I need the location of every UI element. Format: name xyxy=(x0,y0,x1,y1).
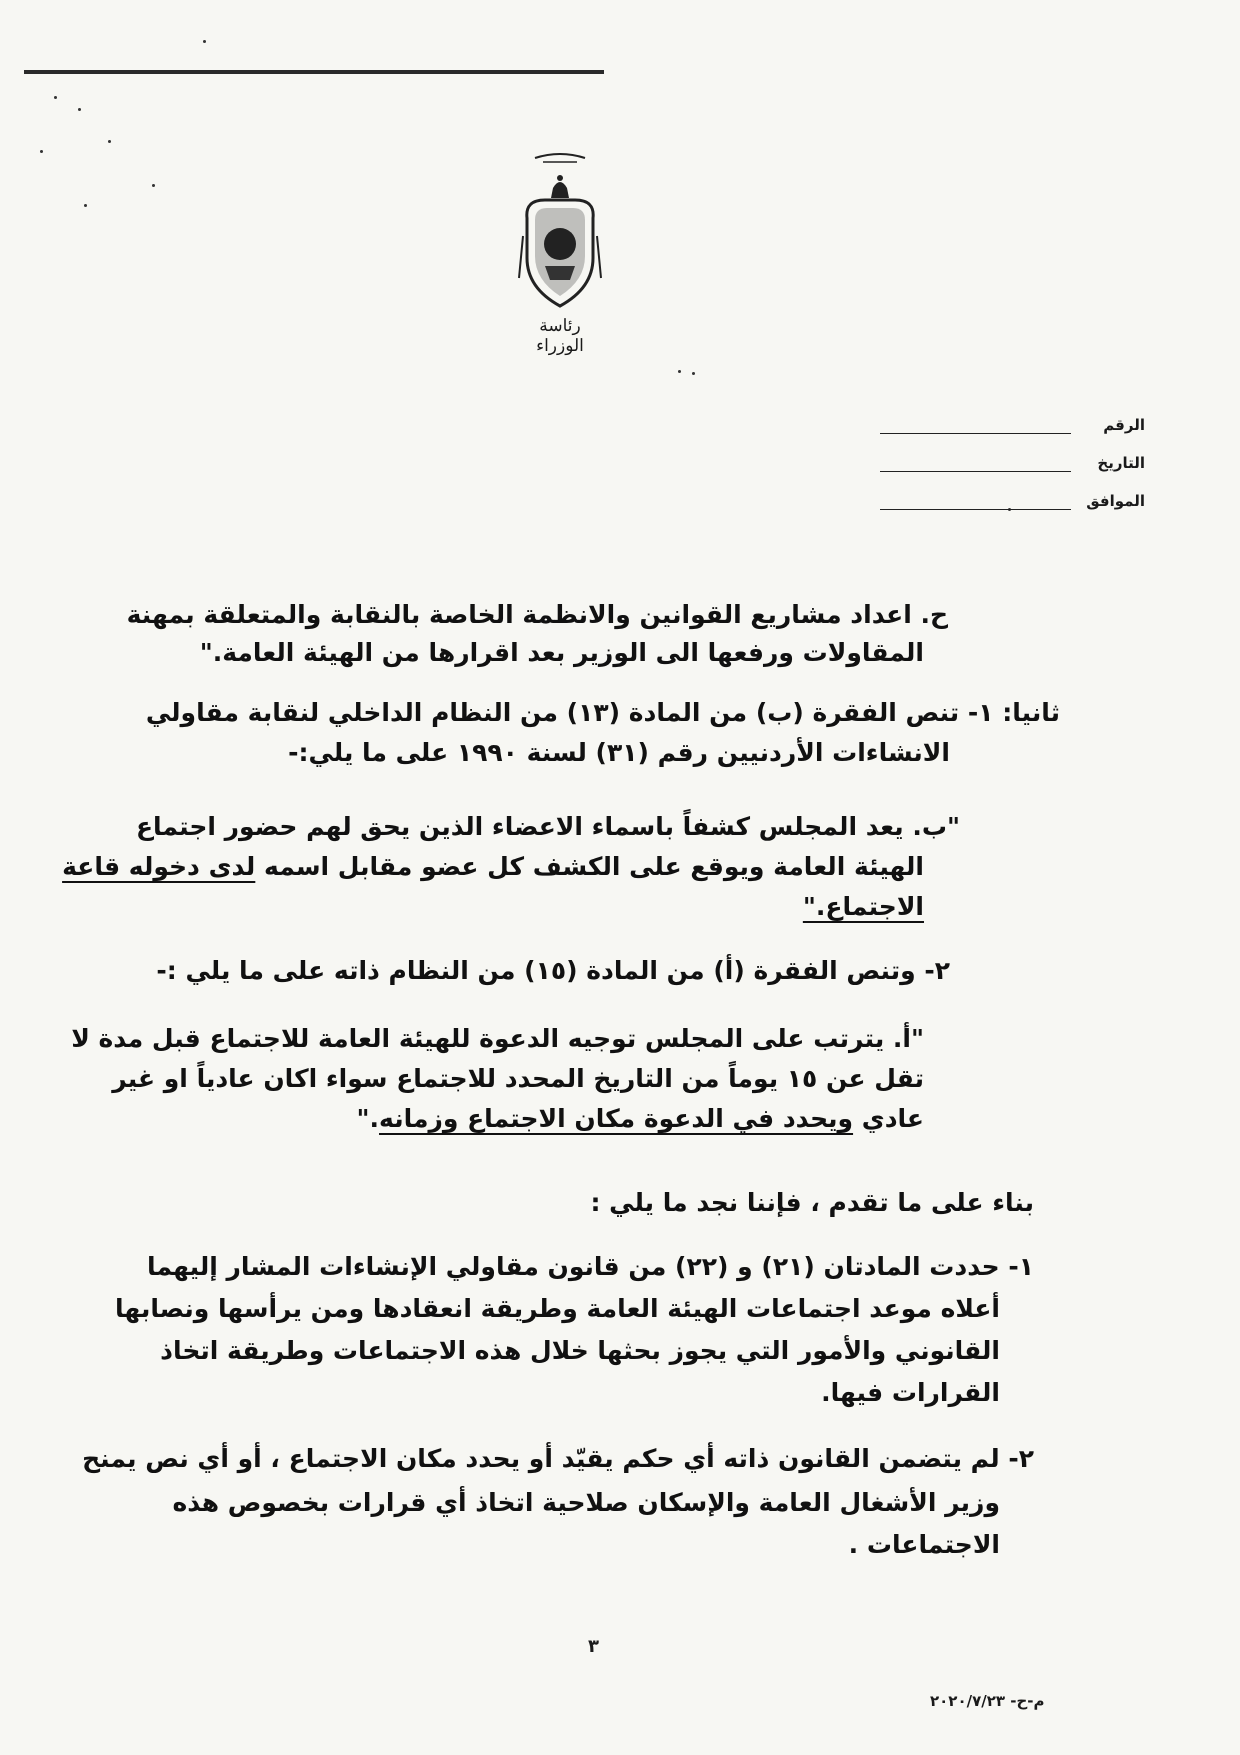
second-line-2: الانشاءات الأردنيين رقم (٣١) لسنة ١٩٩٠ على ما يلي:- xyxy=(288,738,950,767)
ref-label-corresponding: الموافق xyxy=(1086,492,1145,510)
ref-line-date xyxy=(880,453,1071,472)
point-2-line-2: وزير الأشغال العامة والإسكان صلاحية اتخاذ أي قرارات بخصوص هذه xyxy=(172,1488,1000,1517)
quote-a-line-3-underlined: ويحدد في الدعوة مكان الاجتماع وزمانه xyxy=(379,1104,854,1133)
emblem-caption: رئاسة الوزراء xyxy=(536,316,584,356)
ref-row-number xyxy=(880,396,1145,434)
quote-a-line-1: "أ. يترتب على المجلس توجيه الدعوة للهيئة العامة للاجتماع قبل مدة لا xyxy=(71,1024,924,1053)
point-2-line-3: الاجتماعات . xyxy=(848,1530,1000,1559)
top-rule xyxy=(24,70,604,74)
item-h-line-1: ح. اعداد مشاريع القوانين والانظمة الخاصة بالنقابة والمتعلقة بمهنة xyxy=(126,600,948,629)
scan-speck xyxy=(54,96,57,99)
quote-b-line-2-underlined: لدى دخوله قاعة xyxy=(62,852,256,881)
scan-speck xyxy=(203,40,206,43)
footer-reference: م-ح- ٢٠٢٠/٧/٢٣ xyxy=(930,1692,1045,1710)
ref-row-corresponding xyxy=(880,472,1145,510)
point-1-line-1: ١- حددت المادتان (٢١) و (٢٢) من قانون مقاولي الإنشاءات المشار إليهما xyxy=(147,1252,1034,1281)
conclusion-intro: بناء على ما تقدم ، فإننا نجد ما يلي : xyxy=(590,1188,1034,1217)
ref-label-date: التاريخ xyxy=(1097,454,1145,472)
ref-line-number xyxy=(880,415,1071,434)
quote-a-line-3-plain: عادي xyxy=(861,1104,924,1133)
reference-fields xyxy=(880,396,1145,510)
ref-line-corresponding xyxy=(880,491,1071,510)
point-2-line-1: ٢- لم يتضمن القانون ذاته أي حكم يقيّد أو يحدد مكان الاجتماع ، أو أي نص يمنح xyxy=(82,1444,1034,1473)
scan-speck xyxy=(84,204,87,207)
ref-row-date xyxy=(880,434,1145,472)
scan-speck xyxy=(108,140,111,143)
quote-a-line-3 xyxy=(357,1100,925,1138)
quote-b-line-2 xyxy=(62,848,924,886)
coat-of-arms-emblem xyxy=(515,148,605,358)
quote-b-line-3-underlined: الاجتماع." xyxy=(802,892,924,921)
page-number: ٣ xyxy=(588,1636,599,1657)
ref-label-number: الرقم xyxy=(1103,416,1145,434)
second-line-1: ثانيا: ١- تنص الفقرة (ب) من المادة (١٣) من النظام الداخلي لنقابة مقاولي xyxy=(145,698,1060,727)
quote-b-line-3 xyxy=(803,888,924,926)
scan-speck xyxy=(152,184,155,187)
point-1-line-4: القرارات فيها. xyxy=(821,1378,1000,1407)
quote-a-line-2: تقل عن ١٥ يوماً من التاريخ المحدد للاجتماع سواء اكان عادياً او غير xyxy=(112,1064,924,1093)
quote-b-line-1: "ب. يعد المجلس كشفاً باسماء الاعضاء الذين يحق لهم حضور اجتماع xyxy=(135,812,960,841)
scan-speck xyxy=(678,370,681,373)
point-1-line-3: القانوني والأمور التي يجوز بحثها خلال هذه الاجتماعات وطريقة اتخاذ xyxy=(160,1336,1000,1365)
quote-b-line-2-plain: الهيئة العامة ويوقع على الكشف كل عضو مقابل اسمه xyxy=(264,852,924,881)
point-1-line-2: أعلاه موعد اجتماعات الهيئة العامة وطريقة انعقادها ومن يرأسها ونصابها xyxy=(115,1294,1000,1323)
item-h-line-2: المقاولات ورفعها الى الوزير بعد اقرارها من الهيئة العامة." xyxy=(199,638,924,667)
quote-a-line-3-end: ." xyxy=(356,1104,380,1133)
scan-speck xyxy=(40,150,43,153)
scan-speck xyxy=(692,372,695,375)
scan-speck xyxy=(78,108,81,111)
second-2-line-1: ٢- وتنص الفقرة (أ) من المادة (١٥) من النظام ذاته على ما يلي :- xyxy=(156,956,950,985)
